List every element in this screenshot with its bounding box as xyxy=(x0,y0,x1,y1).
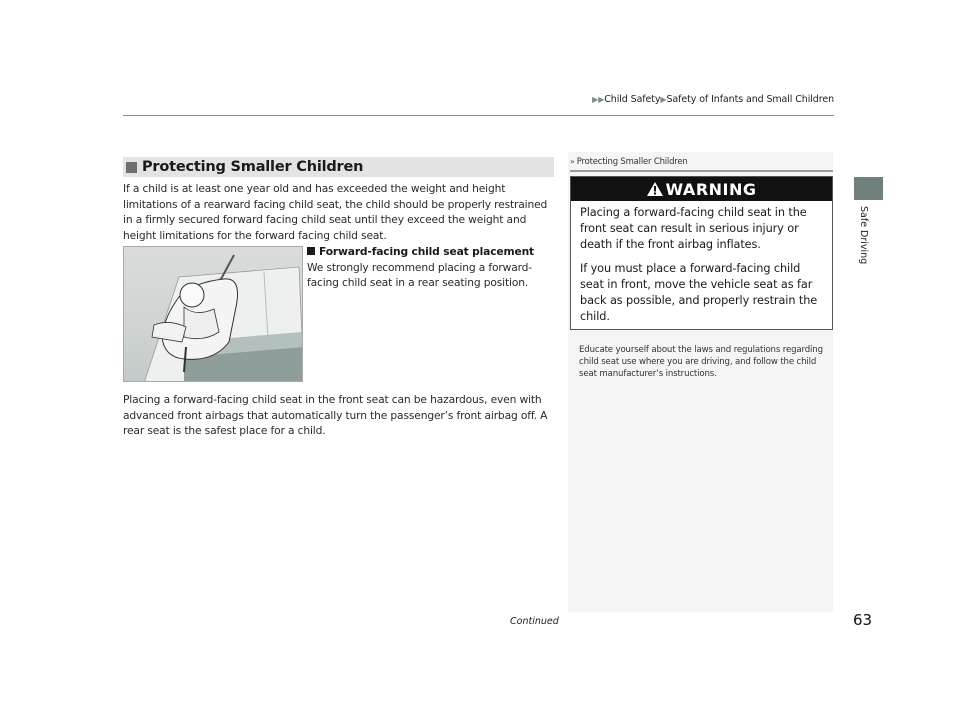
header-divider xyxy=(123,115,834,116)
section-tab-marker xyxy=(854,177,883,200)
closing-paragraph: Placing a forward-facing child seat in the front seat can be hazardous, even with advanced front airbags that automatically turn the passenger’s front airbag off. A rear seat is the safest place for a child. xyxy=(123,393,548,437)
breadcrumb-arrow-icon: ▶ xyxy=(660,95,667,104)
child-seat-drawing-icon xyxy=(124,247,303,382)
intro-paragraph: If a child is at least one year old and has exceeded the weight and height limitations of a rearward facing child seat, the child should be properly restrained in a firmly secured forward facing child seat until they exceed the weight and height limitations for the forward facing child seat. xyxy=(123,182,548,242)
warning-triangle-icon xyxy=(647,182,663,196)
sidebar-reference-title: Protecting Smaller Children xyxy=(576,157,688,167)
child-seat-illustration xyxy=(123,246,303,382)
subsection-title: Forward-facing child seat placement xyxy=(319,245,535,258)
breadcrumb xyxy=(0,94,834,105)
breadcrumb-item-safety-infants[interactable]: Safety of Infants and Small Children xyxy=(666,94,834,105)
section-square-icon xyxy=(126,162,137,173)
breadcrumb-item-child-safety[interactable]: Child Safety xyxy=(604,94,661,105)
warning-paragraph: Placing a forward-facing child seat in the front seat can result in serious injury or death if the front airbag inflates. xyxy=(580,206,807,251)
page-number: 63 xyxy=(853,611,873,629)
subsection-square-icon xyxy=(307,247,315,255)
continued-label: Continued xyxy=(510,616,559,627)
warning-header xyxy=(571,177,832,201)
sidebar-note: Educate yourself about the laws and regulations regarding child seat use where you are driving, and follow the child seat manufacturer’s instructions. xyxy=(579,345,823,379)
reference-arrow-icon: » xyxy=(570,157,575,166)
section-header xyxy=(123,157,554,177)
sidebar-reference xyxy=(570,157,688,167)
sidebar-divider xyxy=(570,170,833,172)
section-title: Protecting Smaller Children xyxy=(142,159,364,175)
breadcrumb-arrow-icon: ▶▶ xyxy=(592,95,605,104)
subsection-placement xyxy=(307,244,557,291)
warning-paragraph: If you must place a forward-facing child seat in front, move the vehicle seat as far back as possible, and properly restrain the child. xyxy=(580,262,818,323)
section-tab-label[interactable]: Safe Driving xyxy=(858,206,869,265)
warning-box xyxy=(570,176,833,330)
warning-body xyxy=(571,201,832,325)
warning-label: WARNING xyxy=(665,179,757,199)
subsection-text: We strongly recommend placing a forward-facing child seat in a rear seating position. xyxy=(307,260,533,289)
